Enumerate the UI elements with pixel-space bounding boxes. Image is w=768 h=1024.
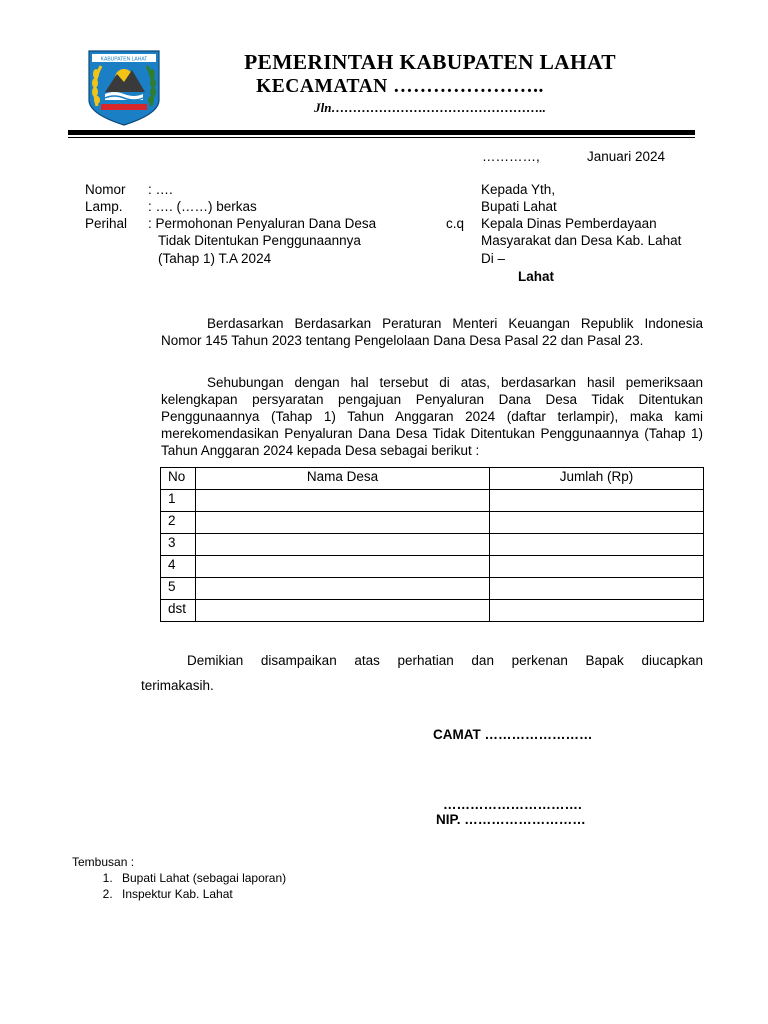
body-paragraph-1 (161, 315, 703, 349)
table-cell-jumlah (490, 556, 704, 578)
body-paragraph-2-text: Sehubungan dengan hal tersebut di atas, berdasarkan hasil pemeriksaan kelengkapan persyaratan pengajuan Penyaluran Dana Desa Tidak Ditentukan Penggunaannya (Tahap 1) Tahun Anggaran 2024 (daftar terlampir), maka kami merekomendasikan Penyaluran Dana Desa Tidak Ditentukan Penggunaannya (Tahap 1) Tahun Anggaran 2024 kepada Desa sebagai berikut : (161, 375, 703, 458)
table-cell-no: dst (161, 600, 196, 622)
header-address: Jln………………………………………….. (314, 100, 546, 115)
recipient-dinas-2: Masyarakat dan Desa Kab. Lahat (481, 233, 682, 248)
table-cell-nama-desa (196, 534, 490, 556)
signature-name: …………………………. (443, 797, 582, 812)
table-cell-nama-desa (196, 490, 490, 512)
table-cell-no: 1 (161, 490, 196, 512)
date-place: …………, (482, 149, 540, 164)
table-cell-jumlah (490, 578, 704, 600)
table-cell-jumlah (490, 534, 704, 556)
table-cell-no: 3 (161, 534, 196, 556)
table-header-jumlah: Jumlah (Rp) (490, 468, 704, 490)
recipient-bupati: Bupati Lahat (481, 199, 557, 214)
recipient-greeting: Kepada Yth, (481, 182, 556, 197)
tembusan-item-2: 2. Inspektur Kab. Lahat (116, 886, 286, 902)
table-cell-nama-desa (196, 512, 490, 534)
closing-paragraph (141, 648, 703, 698)
header-title: PEMERINTAH KABUPATEN LAHAT (244, 50, 616, 74)
closing-line-1: Demikian disampaikan atas perhatian dan perkenan Bapak diucapkan (187, 653, 703, 668)
meta-value-lamp: : …. (……) berkas (148, 199, 257, 214)
table-row (161, 512, 704, 534)
table-cell-nama-desa (196, 556, 490, 578)
desa-table (160, 467, 704, 622)
table-header-nama-desa: Nama Desa (196, 468, 490, 490)
table-row (161, 534, 704, 556)
table-row (161, 578, 704, 600)
table-cell-no: 2 (161, 512, 196, 534)
table-cell-nama-desa (196, 600, 490, 622)
tembusan-item-1: 1. Bupati Lahat (sebagai laporan) (116, 870, 286, 886)
recipient-city: Lahat (518, 269, 555, 284)
table-header-no: No (161, 468, 196, 490)
date-month-year: Januari 2024 (587, 149, 666, 164)
table-cell-jumlah (490, 600, 704, 622)
table-cell-no: 4 (161, 556, 196, 578)
recipient-di: Di – (481, 251, 506, 266)
body-paragraph-2 (161, 374, 703, 459)
closing-line-2: terimakasih. (141, 678, 214, 693)
meta-value-perihal: : Permohonan Penyaluran Dana Desa (148, 216, 377, 231)
perihal-cont-1: Tidak Ditentukan Penggunaannya (158, 233, 361, 248)
header-kecamatan: KECAMATAN ………………….. (256, 76, 544, 97)
table-row (161, 556, 704, 578)
recipient-cq: c.q (446, 216, 465, 231)
meta-value-nomor: : …. (148, 182, 173, 197)
table-header-row (161, 468, 704, 490)
body-paragraph-1-text: Berdasarkan Berdasarkan Peraturan Menteri Keuangan Republik Indonesia Nomor 145 Tahun 2023 tentang Pengelolaan Dana Desa Pasal 22 dan Pasal 23. (161, 316, 703, 348)
signature-title: CAMAT …………………… (433, 727, 593, 742)
table-cell-jumlah (490, 512, 704, 534)
perihal-cont-2: (Tahap 1) T.A 2024 (158, 251, 272, 266)
tembusan-label: Tembusan : (72, 855, 135, 869)
table-cell-jumlah (490, 490, 704, 512)
header-rule-thick (68, 130, 695, 135)
header-rule-thin (68, 137, 695, 138)
meta-label-nomor: Nomor (85, 182, 126, 197)
svg-text:KABUPATEN LAHAT: KABUPATEN LAHAT (100, 56, 148, 63)
signature-nip: NIP. ……………………… (436, 812, 586, 827)
recipient-dinas-1: Kepala Dinas Pemberdayaan (481, 216, 657, 231)
table-cell-no: 5 (161, 578, 196, 600)
meta-label-lamp: Lamp. (85, 199, 123, 214)
table-row (161, 600, 704, 622)
table-cell-nama-desa (196, 578, 490, 600)
table-row (161, 490, 704, 512)
tembusan-section (72, 854, 286, 902)
meta-label-perihal: Perihal (85, 216, 128, 231)
